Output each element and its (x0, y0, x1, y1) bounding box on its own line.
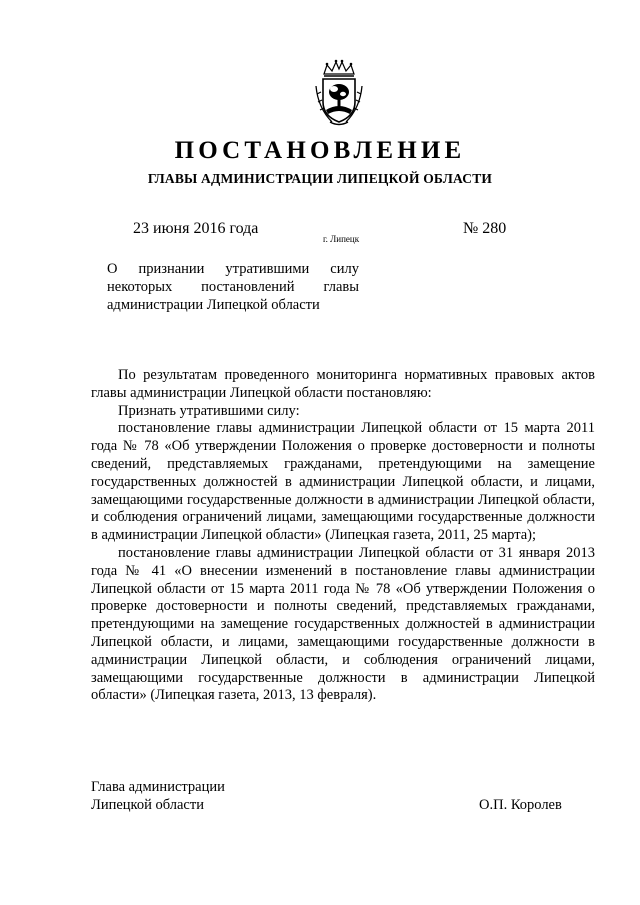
signature-position-line: Глава администрации (91, 779, 225, 795)
document-body (91, 367, 595, 705)
document-subject: О признании утратившими силу некоторых постановлений главы администрации Липецкой области (107, 261, 359, 313)
coat-of-arms-icon (312, 58, 366, 128)
body-paragraph: постановление главы администрации Липецкой области от 31 января 2013 года № 41 «О внесении изменений в постановление главы администрации Липецкой области от 15 марта 2011 года № 78 «Об утверждении Положения о проверке достоверности и полноты сведений, представляемых гражданами, претендующими на замещение государственных должностей в администрации Липецкой области, и лицами, замещающими государственные должности в администрации Липецкой области, и соблюдения ограничений лицами, замещающими государственные должности в администрации Липецкой области» (Липецкая газета, 2013, 13 февраля). (91, 544, 595, 704)
document-subtitle: ГЛАВЫ АДМИНИСТРАЦИИ ЛИПЕЦКОЙ ОБЛАСТИ (147, 171, 493, 186)
document-number: № 280 (463, 220, 507, 237)
document-place: г. Липецк (323, 234, 360, 244)
document-title: ПОСТАНОВЛЕНИЕ (174, 137, 466, 164)
signatory-name: О.П. Королев (479, 797, 562, 813)
body-paragraph: постановление главы администрации Липецкой области от 15 марта 2011 года № 78 «Об утверждении Положения о проверке достоверности и полноты сведений, представляемых гражданами, претендующими на замещение государственных должностей в администрации Липецкой области, и лицами, замещающими государственные должности в администрации Липецкой области, и соблюдения ограничений лицами, замещающими государственные должности в администрации Липецкой области» (Липецкая газета, 2011, 25 марта); (91, 420, 595, 544)
document-date: 23 июня 2016 года (133, 220, 259, 237)
signature-position (91, 778, 225, 814)
signature-position-line: Липецкой области (91, 797, 204, 813)
body-paragraph: Признать утратившими силу: (118, 402, 300, 419)
body-paragraph: По результатам проведенного мониторинга нормативных правовых актов главы администрации Липецкой области постановляю: (91, 367, 595, 401)
